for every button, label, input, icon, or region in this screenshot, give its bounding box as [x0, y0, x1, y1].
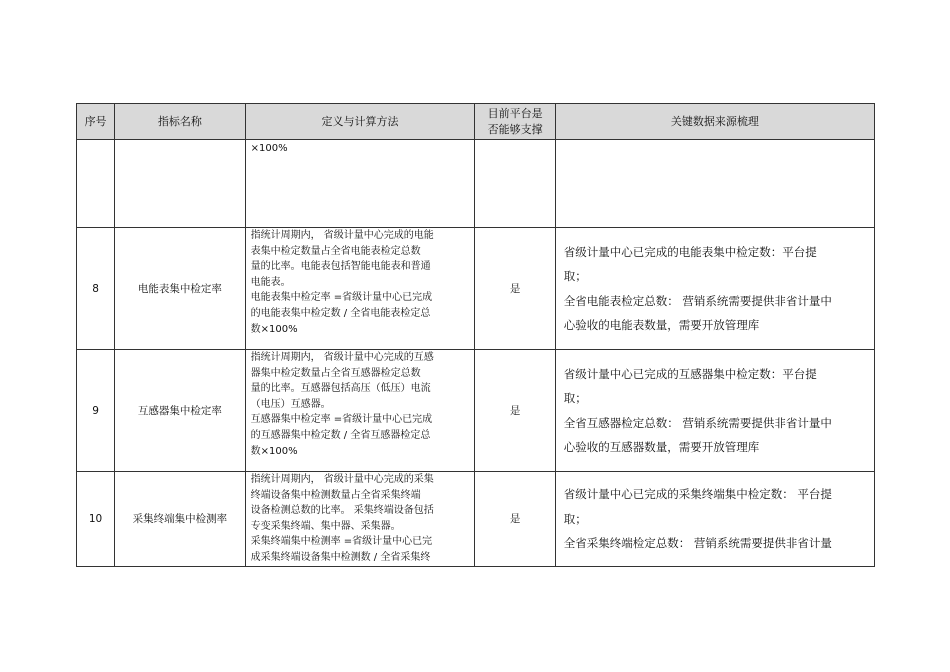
- data-source-line: 省级计量中心已完成的采集终端集中检定数： 平台提: [563, 487, 832, 502]
- data-source-line: 全省互感器检定总数： 营销系统需要提供非省计量中: [563, 415, 832, 430]
- table-header-row: [77, 104, 875, 140]
- data-source-cell: [555, 350, 874, 472]
- definition-line: 数×100%: [250, 445, 298, 457]
- header-support-line1: 目前平台是: [487, 106, 543, 120]
- data-source-line: 取；: [563, 511, 587, 526]
- definition-line: 器集中检定数量占全省互感器检定总数: [250, 367, 421, 379]
- support-flag: [475, 140, 555, 228]
- definition-cell: [245, 472, 475, 567]
- indicator-name: 电能表集中检定率: [115, 228, 245, 350]
- definition-line: 量的比率。互感器包括高压（低压）电流: [250, 383, 431, 395]
- data-source-line: 全省电能表检定总数： 营销系统需要提供非省计量中: [563, 293, 832, 308]
- definition-line: 终端设备集中检测数量占全省采集终端: [250, 489, 421, 501]
- header-no: 序号: [77, 104, 115, 140]
- data-source-line: 心验收的互感器数量，需要开放管理库: [563, 440, 760, 454]
- data-source-line: 全省采集终端检定总数： 营销系统需要提供非省计量: [563, 536, 832, 551]
- definition-line: 成采集终端设备集中检测数 / 全省采集终: [250, 551, 431, 563]
- support-flag: 是: [475, 228, 555, 350]
- header-definition: 定义与计算方法: [245, 104, 475, 140]
- data-source-cell: [555, 140, 874, 228]
- support-flag: 是: [475, 472, 555, 567]
- data-source-line: 省级计量中心已完成的互感器集中检定数：平台提: [563, 366, 817, 381]
- table-row: [77, 472, 875, 567]
- definition-line: 数×100%: [250, 323, 298, 335]
- data-source-cell: [555, 472, 874, 567]
- definition-cell: [245, 140, 475, 228]
- data-source-line: 取；: [563, 391, 587, 405]
- row-number: 9: [77, 350, 115, 472]
- support-flag: 是: [475, 350, 555, 472]
- definition-line: 指统计周期内， 省级计量中心完成的电能: [250, 230, 434, 241]
- header-support-line2: 否能够支撑: [487, 122, 543, 136]
- definition-line: 电能表集中检定率 =省级计量中心已完成: [250, 292, 433, 304]
- data-source-line: 省级计量中心已完成的电能表集中检定数：平台提: [563, 244, 817, 259]
- definition-line: 的电能表集中检定数 / 全省电能表检定总: [250, 307, 431, 319]
- row-number: 10: [77, 472, 115, 567]
- row-number: 8: [77, 228, 115, 350]
- table-row: [77, 228, 875, 350]
- indicator-table: [76, 103, 875, 567]
- table-row: [77, 140, 875, 228]
- definition-line: 量的比率。电能表包括智能电能表和普通: [250, 261, 431, 273]
- header-name: 指标名称: [115, 104, 245, 140]
- definition-line: 采集终端集中检测率 =省级计量中心已完: [250, 536, 433, 548]
- data-source-line: 取；: [563, 269, 587, 283]
- indicator-name: 采集终端集中检测率: [115, 472, 245, 567]
- indicator-table-page: [76, 103, 875, 567]
- definition-line: ×100%: [250, 143, 288, 154]
- data-source-line: 心验收的电能表数量，需要开放管理库: [563, 318, 760, 332]
- definition-line: 指统计周期内， 省级计量中心完成的采集: [250, 474, 434, 485]
- definition-line: 指统计周期内， 省级计量中心完成的互感: [250, 352, 434, 363]
- definition-cell: [245, 350, 475, 472]
- definition-line: 设备检测总数的比率。 采集终端设备包括: [250, 505, 434, 517]
- definition-line: 电能表。: [250, 276, 291, 288]
- data-source-cell: [555, 228, 874, 350]
- definition-line: 表集中检定数量占全省电能表检定总数: [250, 245, 421, 257]
- table-row: [77, 350, 875, 472]
- indicator-name: [115, 140, 245, 228]
- definition-cell: [245, 228, 475, 350]
- indicator-name: 互感器集中检定率: [115, 350, 245, 472]
- definition-line: 的互感器集中检定数 / 全省互感器检定总: [250, 429, 431, 441]
- definition-line: （电压）互感器。: [250, 398, 331, 410]
- header-source: 关键数据来源梳理: [555, 104, 874, 140]
- header-support: [475, 104, 555, 140]
- definition-line: 互感器集中检定率 =省级计量中心已完成: [250, 414, 433, 426]
- row-number: [77, 140, 115, 228]
- definition-line: 专变采集终端、集中器、采集器。: [250, 520, 401, 532]
